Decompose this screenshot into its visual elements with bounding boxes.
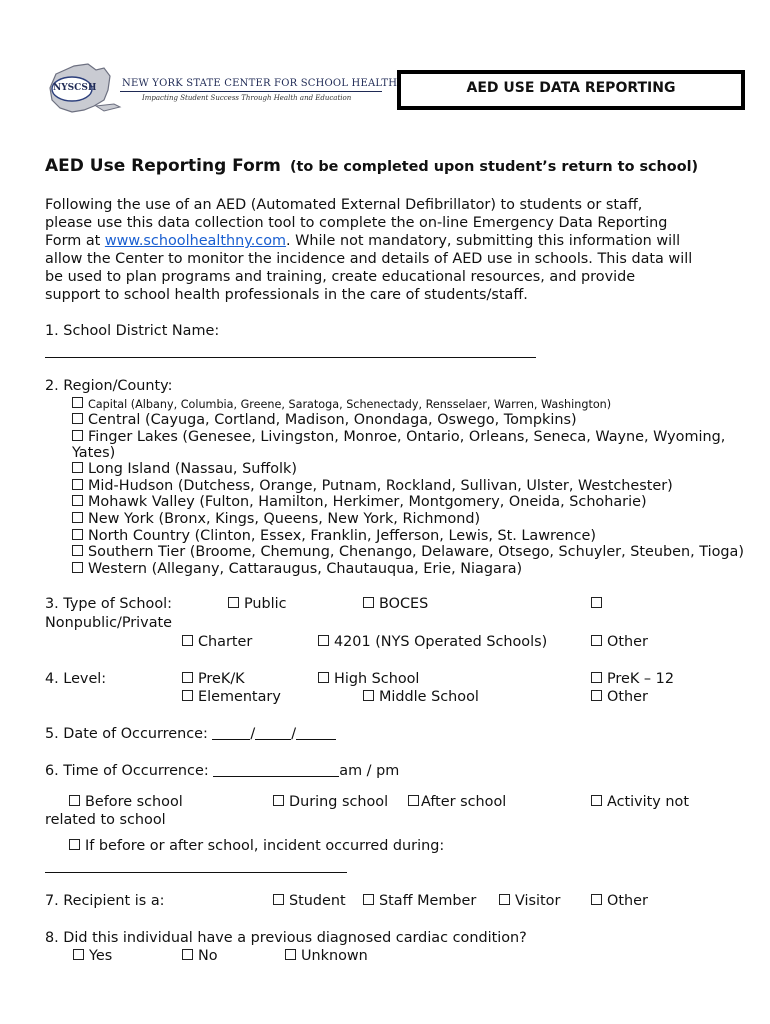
checkbox[interactable] [72,397,83,408]
level-middle-school[interactable] [363,688,479,706]
option-label: Charter [198,634,253,650]
checkbox[interactable] [273,795,284,806]
level-elementary[interactable] [182,688,281,706]
logo-divider [120,91,382,92]
option-label: Long Island (Nassau, Suffolk) [88,461,297,477]
recipient-visitor[interactable] [499,892,560,910]
checkbox[interactable] [591,672,602,683]
option-label: Public [244,596,287,612]
checkbox[interactable] [69,839,80,850]
checkbox[interactable] [72,529,83,540]
checkbox[interactable] [182,690,193,701]
option-label: Western (Allegany, Cattaraugus, Chautauqua, Erie, Niagara) [88,561,523,577]
ampm-label: am / pm [339,763,400,779]
checkbox[interactable] [285,949,296,960]
checkbox[interactable] [72,512,83,523]
checkbox[interactable] [499,894,510,905]
timing-activity-not[interactable] [591,793,689,811]
region-option-finger-lakes[interactable] [72,428,725,446]
cardiac-no[interactable] [182,947,218,965]
level-prek-12[interactable] [591,670,674,688]
option-label: 4201 (NYS Operated Schools) [334,634,548,650]
checkbox[interactable] [182,672,193,683]
option-label: High School [334,671,420,687]
school-type-boces[interactable] [363,595,428,613]
intro-line-4: allow the Center to monitor the incidence and details of AED use in schools. This data will [45,251,693,267]
option-label: North Country (Clinton, Essex, Franklin, Jefferson, Lewis, St. Lawrence) [88,528,596,544]
checkbox[interactable] [72,413,83,424]
checkbox[interactable] [363,690,374,701]
region-option-western[interactable] [72,560,522,578]
checkbox[interactable] [69,795,80,806]
region-option-southern-tier[interactable] [72,543,744,561]
intro-line-1: Following the use of an AED (Automated External Defibrillator) to students or staff, [45,197,643,213]
option-label: New York (Bronx, Kings, Queens, New York, Richmond) [88,511,481,527]
report-title: AED USE DATA REPORTING [466,80,676,96]
option-label: Elementary [198,689,281,705]
checkbox[interactable] [182,635,193,646]
timing-related-label: related to school [45,812,166,828]
school-type-charter[interactable] [182,633,252,651]
option-label: Central (Cayuga, Cortland, Madison, Onondaga, Oswego, Tompkins) [88,412,577,428]
option-label: Other [607,893,648,909]
q4-label: 4. Level: [45,671,107,687]
checkbox[interactable] [72,545,83,556]
date-month-field[interactable] [212,725,250,740]
date-day-field[interactable] [255,725,291,740]
cardiac-yes[interactable] [73,947,112,965]
date-slash: / [250,726,256,742]
checkbox[interactable] [591,690,602,701]
option-label: PreK – 12 [607,671,674,687]
org-tagline: Impacting Student Success Through Health and Education [142,94,352,102]
option-label: Capital (Albany, Columbia, Greene, Saratoga, Schenectady, Rensselaer, Warren, Washington) [88,398,612,411]
intro-line-3a: Form at [45,233,105,249]
website-link[interactable]: www.schoolhealthny.com [104,233,287,249]
checkbox[interactable] [318,672,329,683]
recipient-student[interactable] [273,892,346,910]
region-option-long-island[interactable] [72,460,297,478]
option-label: During school [289,794,389,810]
district-name-field[interactable] [45,357,536,358]
level-prek-k[interactable] [182,670,245,688]
option-label: Mid-Hudson (Dutchess, Orange, Putnam, Rockland, Sullivan, Ulster, Westchester) [88,478,673,494]
checkbox[interactable] [72,495,83,506]
date-slash: / [291,726,297,742]
checkbox[interactable] [591,894,602,905]
option-label: Other [607,634,648,650]
logo-seal-text: NYSCSH [53,83,97,93]
option-label: No [198,948,218,964]
region-option-new-york[interactable] [72,510,480,528]
option-label: Unknown [301,948,368,964]
intro-line-2: please use this data collection tool to complete the on-line Emergency Data Reporting [45,215,668,231]
form-title-sub: (to be completed upon student’s return to school) [289,159,699,175]
intro-line-6: support to school health professionals in the care of students/staff. [45,287,528,303]
school-type-4201[interactable] [318,633,547,651]
region-option-capital[interactable] [72,397,611,412]
option-label: Staff Member [379,893,477,909]
checkbox[interactable] [363,894,374,905]
q2-label: 2. Region/County: [45,378,173,394]
level-high-school[interactable] [318,670,419,688]
q5-label: 5. Date of Occurrence: [45,726,213,742]
report-title-box [397,70,745,110]
level-other[interactable] [591,688,648,706]
time-field[interactable] [213,762,339,777]
intro-line-5: be used to plan programs and training, create educational resources, and provide [45,269,636,285]
option-label: Student [289,893,346,909]
timing-after-school[interactable] [408,793,506,811]
recipient-staff-member[interactable] [363,892,476,910]
intro-line-3 [45,232,680,250]
option-label: BOCES [379,596,429,612]
cardiac-unknown[interactable] [285,947,368,965]
checkbox[interactable] [73,949,84,960]
checkbox[interactable] [72,462,83,473]
option-label: After school [421,794,507,810]
school-type-nonpublic-checkbox[interactable] [591,595,607,613]
intro-line-3b: . While not mandatory, submitting this information will [286,233,681,249]
org-name: NEW YORK STATE CENTER FOR SCHOOL HEALTH [122,78,398,89]
option-label: Middle School [379,689,479,705]
timing-before-school[interactable] [69,793,183,811]
q6-label: 6. Time of Occurrence: [45,763,214,779]
q8-label: 8. Did this individual have a previous diagnosed cardiac condition? [45,930,527,946]
option-label: Finger Lakes (Genesee, Livingston, Monroe, Ontario, Orleans, Seneca, Wayne, Wyoming, [88,429,726,445]
checkbox[interactable] [591,597,602,608]
option-label: Before school [85,794,183,810]
recipient-other[interactable] [591,892,648,910]
school-type-public[interactable] [228,595,287,613]
region-option-central[interactable] [72,411,577,429]
checkbox[interactable] [273,894,284,905]
option-label: Mohawk Valley (Fulton, Hamilton, Herkimer, Montgomery, Oneida, Schoharie) [88,494,647,510]
checkbox[interactable] [591,795,602,806]
school-type-other[interactable] [591,633,648,651]
checkbox[interactable] [72,479,83,490]
checkbox[interactable] [363,597,374,608]
option-label: Activity not [607,794,689,810]
school-type-nonpublic-label: Nonpublic/Private [45,615,173,631]
q5-row [45,725,336,743]
option-label: PreK/K [198,671,245,687]
checkbox[interactable] [408,795,419,806]
option-label: Yes [89,948,113,964]
date-year-field[interactable] [296,725,336,740]
option-label: Southern Tier (Broome, Chemung, Chenango, Delaware, Otsego, Schuyler, Steuben, Tioga) [88,544,744,560]
q6-row [45,762,399,780]
option-label: If before or after school, incident occurred during: [85,838,445,854]
checkbox[interactable] [72,430,83,441]
q3-label: 3. Type of School: [45,596,172,612]
checkbox[interactable] [318,635,329,646]
checkbox[interactable] [182,949,193,960]
timing-during-school[interactable] [273,793,388,811]
checkbox[interactable] [72,562,83,573]
form-title [45,156,698,176]
checkbox[interactable] [228,597,239,608]
option-label: Other [607,689,648,705]
q1-label: 1. School District Name: [45,323,220,339]
region-option-finger-lakes-cont: Yates) [72,445,116,461]
q7-label: 7. Recipient is a: [45,893,165,909]
timing-if-before-after[interactable] [69,837,444,855]
checkbox[interactable] [591,635,602,646]
option-label: Visitor [515,893,561,909]
region-option-mohawk-valley[interactable] [72,493,647,511]
form-title-main: AED Use Reporting Form [45,156,281,176]
incident-activity-field[interactable] [45,872,347,873]
